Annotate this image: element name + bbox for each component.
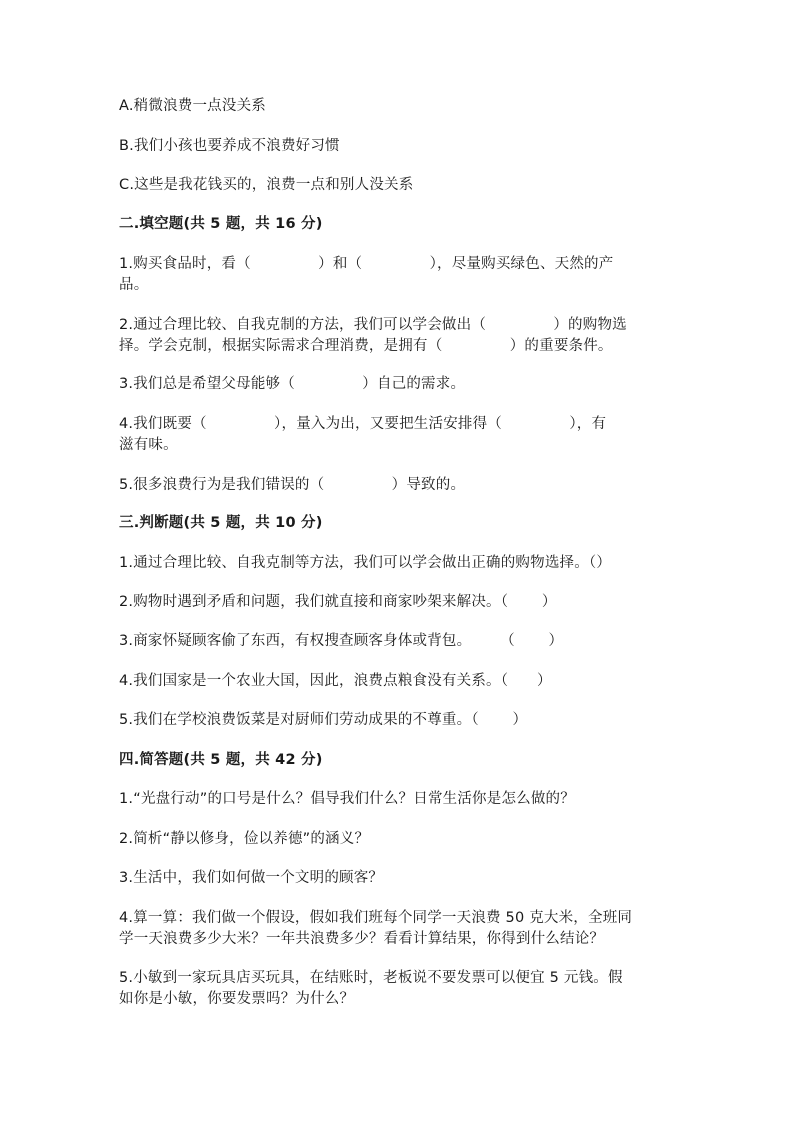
option-b: B.我们小孩也要养成不浪费好习惯 <box>119 138 340 154</box>
judge-question-2: 2.购物时遇到矛盾和问题，我们就直接和商家吵架来解决。（ ） <box>119 594 557 610</box>
fill-question-3: 3.我们总是希望父母能够（ ）自己的需求。 <box>119 376 466 392</box>
fill-question-1-line-2: 品。 <box>119 277 149 293</box>
judge-section-heading: 三.判断题(共 5 题，共 10 分) <box>119 515 323 531</box>
judge-question-4: 4.我们国家是一个农业大国，因此，浪费点粮食没有关系。（ ） <box>119 673 552 689</box>
fill-question-1-line-1: 1.购买食品时，看（ ）和（ ），尽量购买绿色、天然的产 <box>119 256 614 272</box>
short-question-4-line-2: 学一天浪费多少大米？一年共浪费多少？看看计算结果，你得到什么结论？ <box>119 931 605 947</box>
short-question-4-line-1: 4.算一算：我们做一个假设，假如我们班每个同学一天浪费 50 克大米，全班同 <box>119 910 633 926</box>
short-question-3: 3.生活中，我们如何做一个文明的顾客？ <box>119 870 384 886</box>
short-question-5-line-2: 如你是小敏，你要发票吗？为什么？ <box>119 991 355 1007</box>
short-question-2: 2.简析“静以修身，俭以养德”的涵义？ <box>119 831 370 847</box>
judge-question-3: 3.商家怀疑顾客偷了东西，有权搜查顾客身体或背包。 （ ） <box>119 633 564 649</box>
fill-question-2-line-2: 择。学会克制，根据实际需求合理消费，是拥有（ ）的重要条件。 <box>119 338 613 354</box>
fill-question-4-line-2: 滋有味。 <box>119 437 178 453</box>
option-c: C.这些是我花钱买的，浪费一点和别人没关系 <box>119 177 414 193</box>
fill-question-2-line-1: 2.通过合理比较、自我克制的方法，我们可以学会做出（ ）的购物选 <box>119 317 627 333</box>
fill-question-5: 5.很多浪费行为是我们错误的（ ）导致的。 <box>119 477 466 493</box>
short-question-5-line-1: 5.小敏到一家玩具店买玩具，在结账时，老板说不要发票可以便宜 5 元钱。假 <box>119 970 623 986</box>
short-answer-section-heading: 四.简答题(共 5 题，共 42 分) <box>119 752 323 768</box>
option-a: A.稍微浪费一点没关系 <box>119 98 266 114</box>
fill-in-section-heading: 二.填空题(共 5 题，共 16 分) <box>119 216 323 232</box>
fill-question-4-line-1: 4.我们既要（ ），量入为出，又要把生活安排得（ ），有 <box>119 416 607 432</box>
judge-question-1: 1.通过合理比较、自我克制等方法，我们可以学会做出正确的购物选择。（） <box>119 555 612 571</box>
short-question-1: 1.“光盘行动”的口号是什么？倡导我们什么？日常生活你是怎么做的？ <box>119 791 575 807</box>
judge-question-5: 5.我们在学校浪费饭菜是对厨师们劳动成果的不尊重。（ ） <box>119 712 528 728</box>
